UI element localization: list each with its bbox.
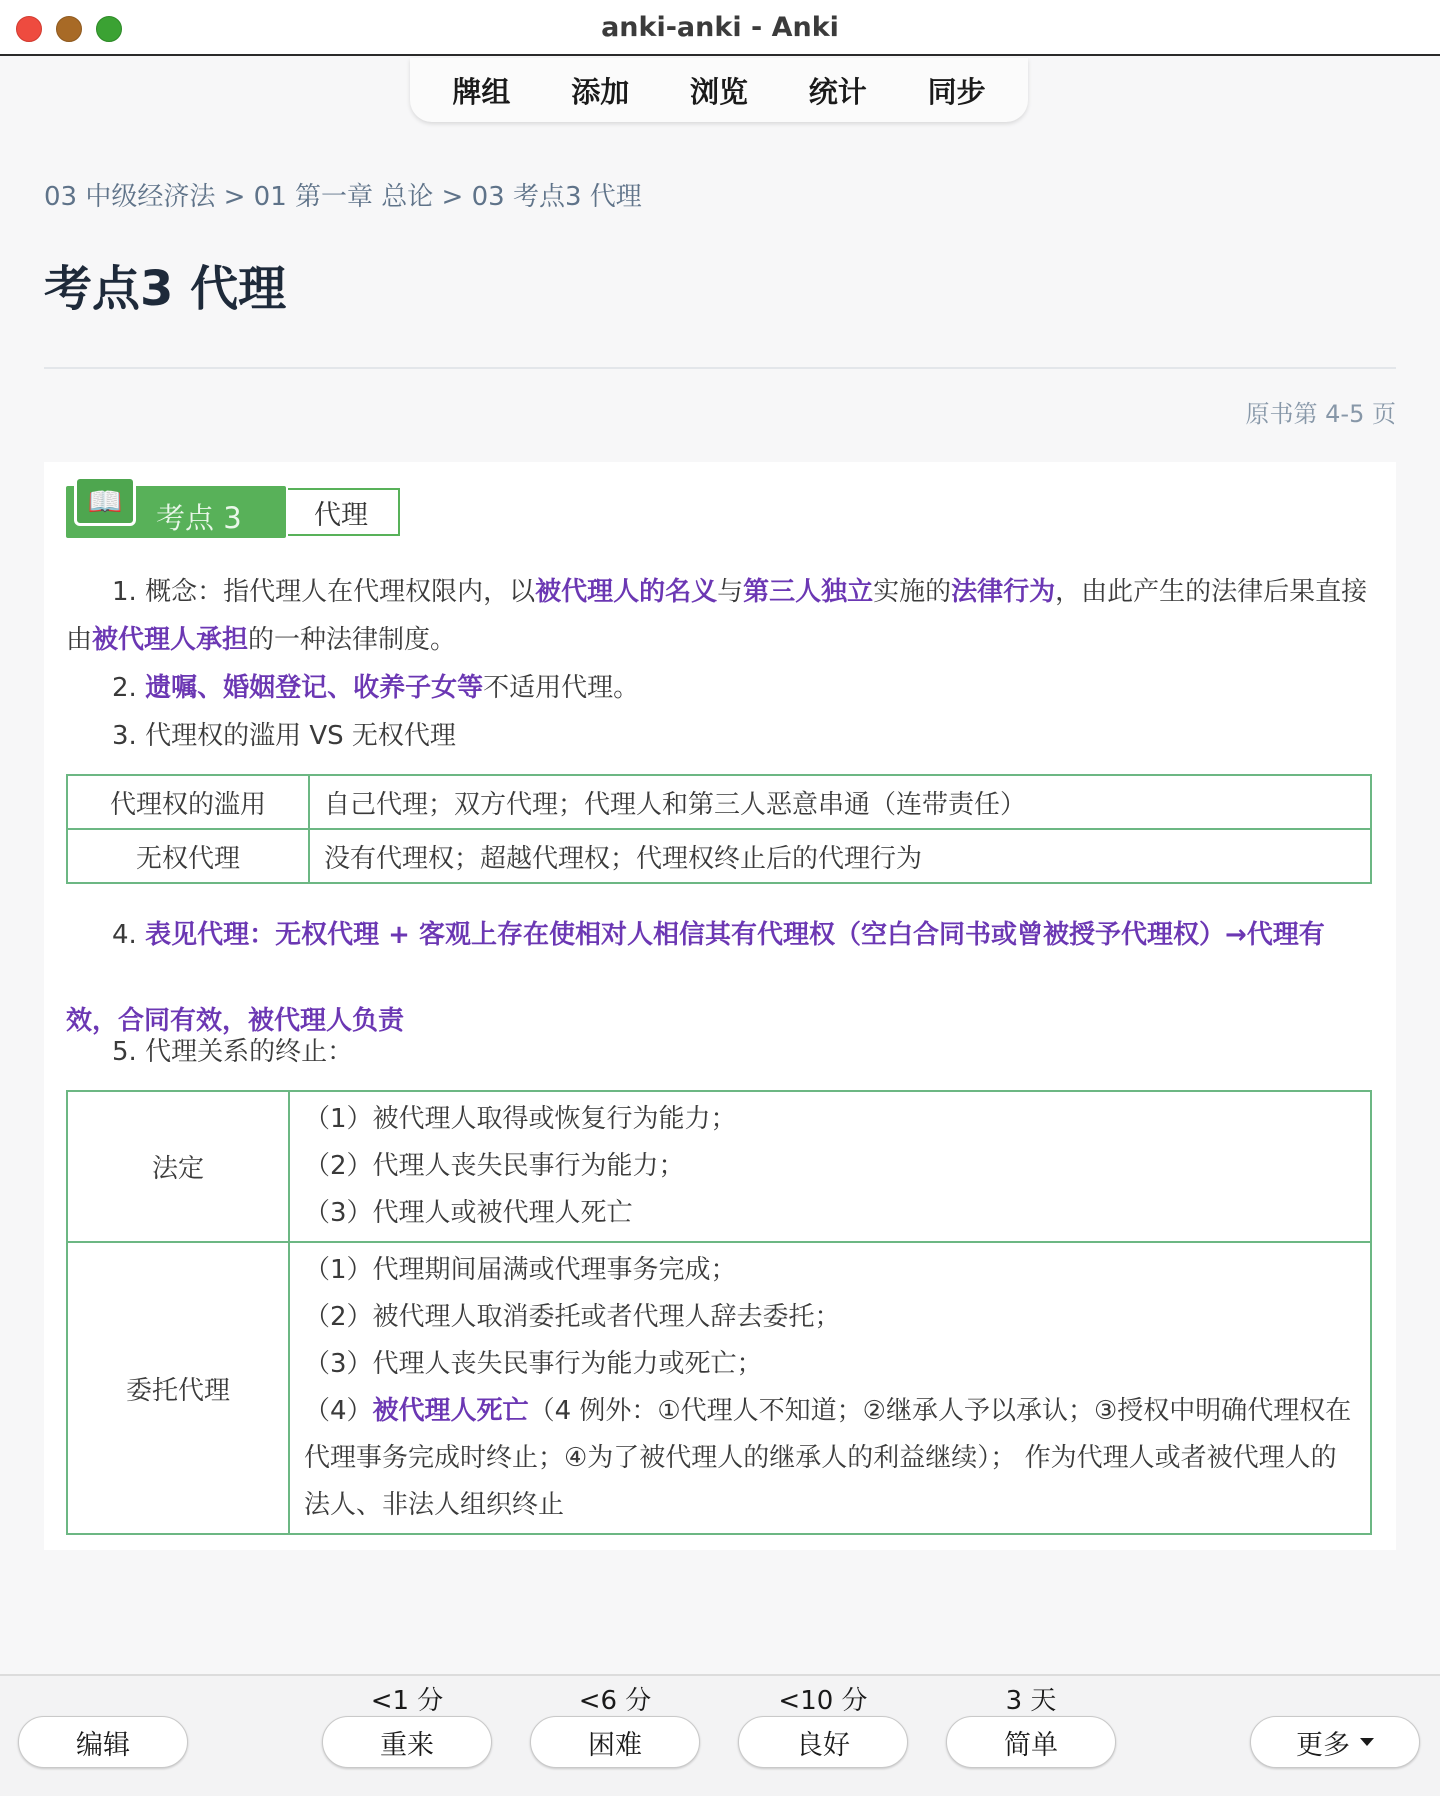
again-button[interactable]: 重来 [322,1716,492,1768]
divider [44,367,1396,369]
list-item: （3）代理人丧失民事行为能力或死亡； [304,1349,763,1379]
table-value: 没有代理权；超越代理权；代理权终止后的代理行为 [309,829,1371,883]
text: 的一种法律制度。 [248,625,457,655]
table-key: 法定 [67,1091,289,1242]
note-card [44,462,1396,1550]
table-row [67,775,1371,829]
table-key: 委托代理 [67,1242,289,1534]
top-toolbar [410,58,1028,122]
table-key: 代理权的滥用 [67,775,309,829]
table-key: 无权代理 [67,829,309,883]
page-title: 考点3 代理 [44,261,287,317]
list-item: （1）代理期间届满或代理事务完成； [304,1255,737,1285]
title-bar [0,0,1440,56]
bottom-toolbar [0,1674,1440,1796]
tab-decks[interactable]: 牌组 [452,74,511,109]
table-row [67,1091,1371,1242]
hard-interval: <6 分 [578,1686,652,1716]
text: 1. 概念：指代理人在代理权限内，以 [112,577,536,607]
good-button[interactable]: 良好 [738,1716,908,1768]
highlight: 被代理人死亡 [372,1396,529,1426]
highlight: 被代理人承担 [92,625,249,655]
highlight: 表见代理：无权代理 + 客观上存在使相对人相信其有代理权（空白合同书或曾被授予代理权）→代理有效， [66,920,1325,1036]
edit-button[interactable]: 编辑 [18,1716,188,1768]
tab-add[interactable]: 添加 [571,74,630,109]
text: ，由此产生的法律后果直接由 [66,577,1368,655]
text: 不适用代理。 [483,673,640,703]
table-row [67,829,1371,883]
hard-button[interactable]: 困难 [530,1716,700,1768]
easy-button[interactable]: 简单 [946,1716,1116,1768]
easy-interval: 3 天 [1005,1686,1057,1716]
header-label: 考点 3 [156,501,242,535]
text: 2. [112,673,146,703]
breadcrumb: 03 中级经济法 > 01 第一章 总论 > 03 考点3 代理 [44,182,642,212]
tab-stats[interactable]: 统计 [808,74,867,109]
table-value [289,1091,1371,1242]
text: （4） [304,1396,373,1426]
again-interval: <1 分 [370,1686,444,1716]
table-abuse-vs-unauthorized [66,774,1372,884]
table-value [289,1242,1371,1534]
paragraph-concept [66,568,1376,664]
table-row [67,1242,1371,1534]
text: （4 例外：①代理人不知道；②继承人予以承认；③授权中明确代理权在代理事务完成时终止；④为了被代理人的继承人的利益继续）； 作为代理人或者被代理人的法人、非法人组织终止 [304,1396,1352,1520]
note-header [66,476,406,542]
window-title: anki-anki - Anki [601,12,839,43]
list-item: （2）被代理人取消委托或者代理人辞去委托； [304,1302,841,1332]
list-item: （1）被代理人取得或恢复行为能力； [304,1104,737,1134]
page-reference: 原书第 4-5 页 [1245,400,1396,428]
text: 与 [717,577,744,607]
more-label: 更多 [1296,1729,1350,1761]
text: 4. [112,920,146,950]
good-interval: <10 分 [778,1686,868,1716]
more-button[interactable] [1250,1716,1420,1768]
paragraph-abuse-vs-unauthorized: 3. 代理权的滥用 VS 无权代理 [112,721,456,751]
tab-browse[interactable]: 浏览 [689,74,748,109]
highlight: 法律行为 [951,577,1056,607]
highlight: 遗嘱、婚姻登记、收养子女等 [145,673,484,703]
highlight: 被代理人的名义 [535,577,718,607]
caret-down-icon [1360,1738,1374,1746]
paragraph-termination: 5. 代理关系的终止： [112,1037,354,1067]
text: 实施的 [873,577,952,607]
tab-sync[interactable]: 同步 [927,74,986,109]
highlight: 合同有效，被代理人负责 [118,1006,405,1036]
paragraph-exclusions [66,664,1376,712]
table-value: 自己代理；双方代理；代理人和第三人恶意串通（连带责任） [309,775,1371,829]
table-termination [66,1090,1372,1535]
highlight: 第三人独立 [743,577,874,607]
book-icon: 📖 [74,476,136,526]
list-item [304,1388,1360,1529]
header-tab: 代理 [288,488,400,536]
list-item: （2）代理人丧失民事行为能力； [304,1151,685,1181]
list-item: （3）代理人或被代理人死亡 [304,1198,633,1228]
